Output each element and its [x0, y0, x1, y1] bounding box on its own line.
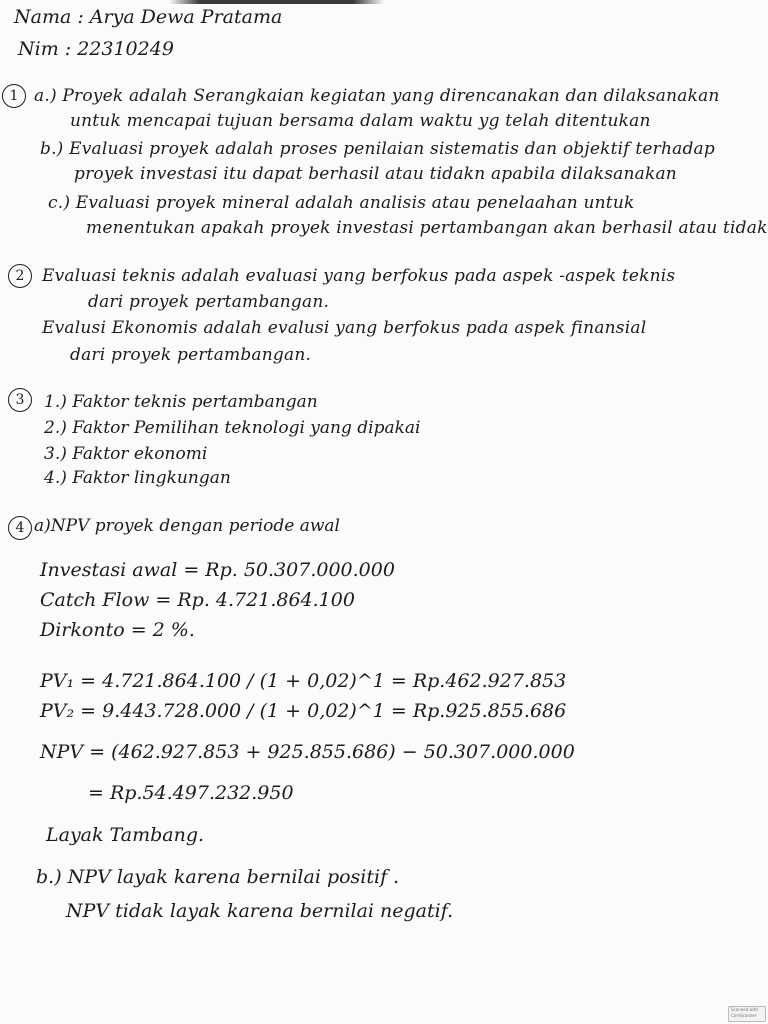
q1-b-line1: b.) Evaluasi proyek adalah proses penilaian sistematis dan objektif terhadap — [40, 139, 715, 159]
q2-line4: dari proyek pertambangan. — [70, 345, 312, 365]
q1-c-line2: menentukan apakah proyek investasi pertambangan akan berhasil atau tidak — [86, 218, 768, 238]
pv2-formula: PV₂ = 9.443.728.000 / (1 + 0,02)^1 = Rp.925.855.686 — [40, 700, 567, 722]
q2-line3: Evalusi Ekonomis adalah evalusi yang berfokus pada aspek finansial — [42, 318, 647, 338]
question-2-number: 2 — [8, 264, 32, 288]
student-name: Nama : Arya Dewa Pratama — [14, 6, 283, 28]
q2-line1: Evaluasi teknis adalah evaluasi yang berfokus pada aspek -aspek teknis — [42, 266, 676, 286]
question-3-number: 3 — [8, 388, 32, 412]
conclusion: Layak Tambang. — [46, 824, 205, 846]
q3-item-4: 4.) Faktor lingkungan — [44, 468, 231, 488]
q3-item-3: 3.) Faktor ekonomi — [44, 444, 208, 464]
question-1-number: 1 — [2, 84, 26, 108]
given-discount-rate: Dirkonto = 2 %. — [40, 619, 195, 641]
pv1-formula: PV₁ = 4.721.864.100 / (1 + 0,02)^1 = Rp.462.927.853 — [40, 670, 567, 692]
page-top-edge — [0, 0, 768, 4]
q1-a-line1: a.) Proyek adalah Serangkaian kegiatan yang direncanakan dan dilaksanakan — [34, 86, 720, 106]
q3-item-1: 1.) Faktor teknis pertambangan — [44, 392, 318, 412]
q1-c-line1: c.) Evaluasi proyek mineral adalah analisis atau penelaahan untuk — [48, 193, 635, 213]
given-cash-flow: Catch Flow = Rp. 4.721.864.100 — [40, 589, 355, 611]
q4-b-line1: b.) NPV layak karena bernilai positif . — [36, 866, 400, 888]
q4-title: a)NPV proyek dengan periode awal — [34, 516, 340, 536]
q4-b-line2: NPV tidak layak karena bernilai negatif. — [66, 900, 454, 922]
question-4-number: 4 — [8, 516, 32, 540]
q1-b-line2: proyek investasi itu dapat berhasil atau tidakn apabila dilaksanakan — [74, 164, 677, 184]
scanner-watermark-text: Scanned with CamScanner — [731, 1007, 759, 1018]
given-investment: Investasi awal = Rp. 50.307.000.000 — [40, 559, 395, 581]
q3-item-2: 2.) Faktor Pemilihan teknologi yang dipakai — [44, 418, 421, 438]
npv-formula: NPV = (462.927.853 + 925.855.686) − 50.307.000.000 — [40, 741, 575, 763]
q2-line2: dari proyek pertambangan. — [88, 292, 330, 312]
student-nim: Nim : 22310249 — [18, 38, 174, 60]
q1-a-line2: untuk mencapai tujuan bersama dalam waktu yg telah ditentukan — [70, 111, 651, 131]
npv-result: = Rp.54.497.232.950 — [88, 782, 294, 804]
scanner-watermark — [728, 1006, 766, 1022]
